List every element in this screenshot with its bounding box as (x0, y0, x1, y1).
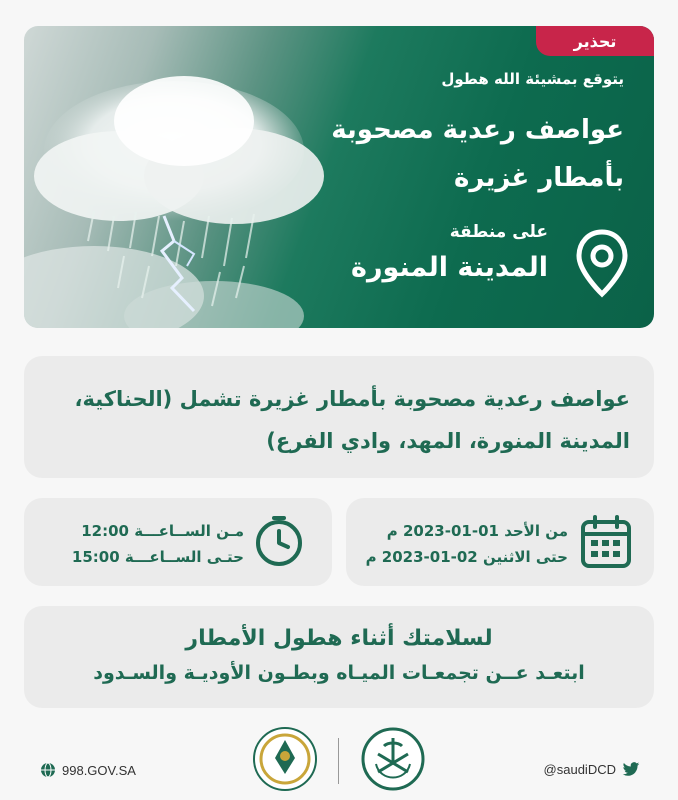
description-line-1: عواصف رعدية مصحوبة بأمطار غزيرة تشمل (الحناكية، (74, 387, 630, 411)
ministry-emblem-logo (358, 724, 428, 794)
region-label: على منطقة (449, 222, 548, 242)
time-from: مـن الســاعـــة 12:00 (81, 522, 244, 540)
date-card (346, 498, 654, 586)
calendar-icon (580, 514, 632, 570)
safety-card (24, 606, 654, 708)
warning-headline (264, 106, 624, 202)
globe-icon (40, 762, 56, 778)
civil-defense-logo (250, 724, 320, 794)
logo-divider (338, 738, 339, 784)
region-name: المدينة المنورة (351, 252, 548, 283)
safety-title: لسلامتك أثناء هطول الأمطار (185, 626, 493, 651)
description-line-2: المدينة المنورة، المهد، وادي الفرع) (266, 429, 630, 453)
twitter-handle: @saudiDCD (543, 762, 616, 777)
clock-icon (252, 514, 306, 568)
time-card (24, 498, 332, 586)
region-block (250, 222, 630, 322)
warning-banner (24, 26, 654, 328)
footer (0, 720, 678, 800)
headline-line-2: بأمطار غزيرة (454, 163, 624, 193)
twitter-link[interactable] (544, 762, 640, 777)
warning-heading-block (264, 70, 624, 202)
expectation-text: يتوقع بمشيئة الله هطول (441, 70, 624, 88)
description-card (24, 356, 654, 478)
location-pin-icon (574, 228, 630, 298)
date-from: من الأحد 01-01-2023 م (386, 522, 568, 540)
website-text: 998.GOV.SA (62, 762, 136, 778)
safety-advice: ابتعـد عــن تجمعـات الميـاه وبطـون الأوديـة والسـدود (93, 662, 585, 684)
twitter-icon (622, 762, 640, 777)
time-to: حتـى الســاعـــة 15:00 (71, 548, 244, 566)
headline-line-1: عواصف رعدية مصحوبة (331, 115, 624, 145)
description-text (40, 378, 630, 462)
date-to: حتى الاثنين 02-01-2023 م (365, 548, 568, 566)
website-link[interactable] (40, 762, 136, 778)
warning-badge: تحذير (536, 26, 654, 56)
